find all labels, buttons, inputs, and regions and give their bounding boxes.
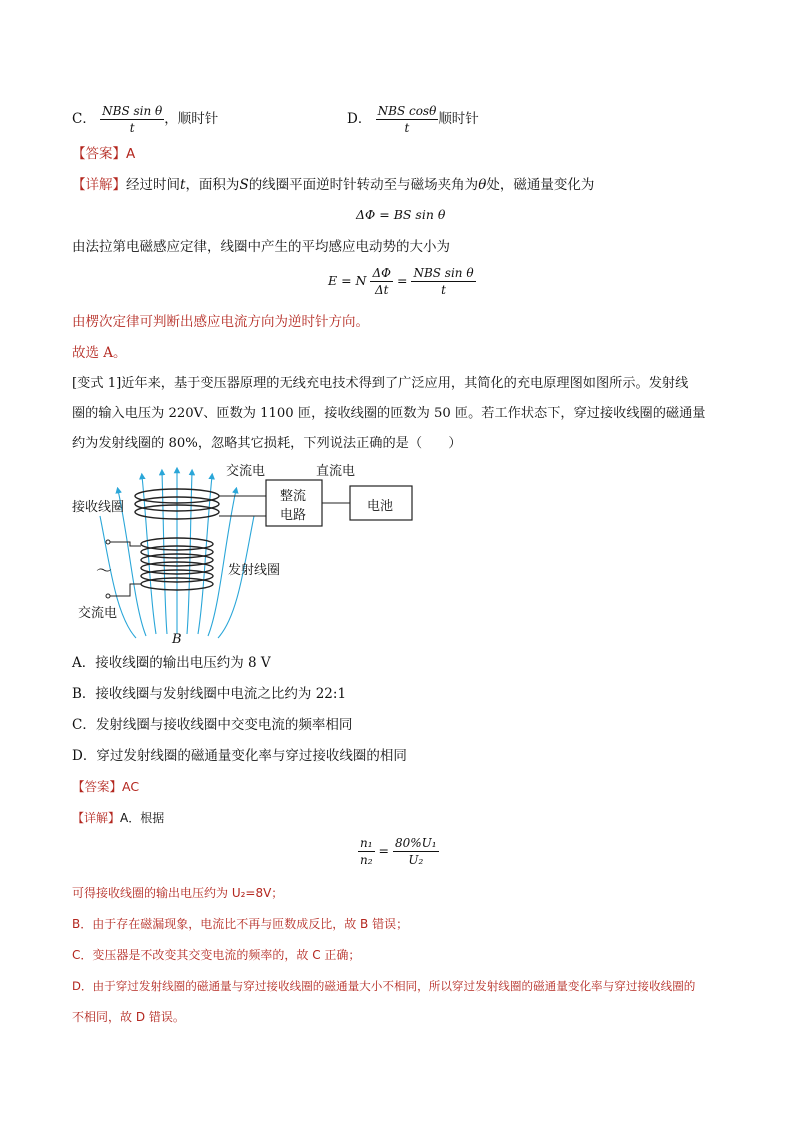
equation-emf: [328, 266, 476, 297]
choice-c: C．发射线圈与接收线圈中交变电流的频率相同: [72, 717, 353, 733]
label-ac-top: 交流电: [226, 464, 266, 479]
detail-1-line-2: 由法拉第电磁感应定律，线圈中产生的平均感应电动势的大小为: [72, 239, 450, 255]
detail-2-line-1: 可得接收线圈的输出电压约为 U₂=8V；: [72, 886, 284, 900]
charging-diagram: [70, 456, 430, 652]
detail-2-line-2: B．由于存在磁漏现象，电流比不再与匝数成反比，故 B 错误；: [72, 917, 409, 931]
receiver-leads: [219, 496, 266, 516]
emf-f1-num: ΔΦ: [372, 266, 391, 280]
option-d: [347, 104, 479, 135]
label-receiver: 接收线圈: [72, 500, 125, 515]
detail-1-line-4: 故选 A。: [72, 345, 127, 361]
emf-f2-den: t: [441, 283, 446, 297]
detail-1-text-d: 处，磁通量变化为: [486, 177, 595, 193]
detail-2-line-4: D．由于穿过发射线圈的磁通量与穿过接收线圈的磁通量大小不相同，所以穿过发射线圈的磁通量变化率与穿过接收线圈的: [72, 979, 696, 993]
detail-1-tag: 【详解】: [72, 177, 126, 193]
option-c-numerator: NBS sin θ: [102, 104, 163, 118]
choice-b: B．接收线圈与发射线圈中电流之比约为 22:1: [72, 686, 347, 702]
option-c-label: C．: [72, 111, 96, 127]
label-transmitter: 发射线圈: [228, 563, 281, 578]
option-c-fraction: [100, 104, 164, 135]
label-battery: 电池: [367, 499, 394, 514]
detail-2-intro-text: A．根据: [120, 811, 165, 825]
label-rectifier-1: 整流: [280, 489, 307, 504]
detail-1-var-theta: θ: [478, 177, 487, 193]
voltage-den: U₂: [408, 853, 424, 867]
question-2-line-2: 圈的输入电压为 220V、匝数为 1100 匝，接收线圈的匝数为 50 匝。若工作状态下，穿过接收线圈的磁通量: [72, 406, 706, 421]
emf-f1-den: Δt: [374, 283, 389, 297]
option-d-label: D．: [347, 111, 372, 127]
detail-1-text-c: 的线圈平面逆时针转动至与磁场夹角为: [248, 177, 479, 193]
answer-2-tag: 【答案】: [72, 779, 123, 794]
label-tilde: ～: [96, 561, 113, 580]
option-c-suffix: ，顺时针: [164, 111, 219, 127]
terminal-top: [106, 540, 110, 544]
emf-equals: =: [396, 273, 408, 288]
label-dc: 直流电: [316, 464, 356, 479]
detail-1-text-b: ，面积为: [185, 177, 240, 193]
detail-2-line-3: C．变压器是不改变其交变电流的频率的，故 C 正确；: [72, 948, 361, 962]
detail-1-line-1: [72, 173, 732, 197]
choice-d: D．穿过发射线圈的磁通量变化率与穿过接收线圈的相同: [72, 748, 407, 764]
label-rectifier-2: 电路: [280, 508, 307, 523]
voltage-num: 80%U₁: [395, 836, 437, 850]
terminal-bottom: [106, 594, 110, 598]
answer-1-value: A: [126, 146, 136, 162]
detail-2-intro: [72, 806, 732, 830]
detail-1-var-s: S: [239, 177, 249, 193]
detail-1-line-3: 由楞次定律可判断出感应电流方向为逆时针方向。: [72, 314, 369, 330]
option-d-fraction: [376, 104, 439, 135]
emf-f2-num: NBS sin θ: [413, 266, 474, 280]
emf-fraction-2: [411, 266, 475, 297]
option-d-denominator: t: [404, 121, 410, 135]
detail-2-tag: 【详解】: [72, 811, 121, 825]
equation-flux: ΔΦ = BS sin θ: [356, 207, 446, 222]
option-d-numerator: NBS cosθ: [377, 104, 437, 118]
turns-fraction: [358, 836, 375, 867]
detail-1-text-a: 经过时间: [126, 177, 180, 193]
answer-2: [72, 775, 732, 799]
answer-1: [72, 142, 732, 166]
voltage-fraction: [393, 836, 439, 867]
equation-turns: [358, 836, 439, 867]
detail-1-var-t: t: [180, 177, 186, 193]
label-ac-bottom: 交流电: [78, 606, 118, 621]
detail-2-line-5: 不相同，故 D 错误。: [72, 1010, 185, 1024]
option-c: [72, 104, 218, 135]
turns-n2: n₂: [360, 853, 373, 867]
question-2-line-1: [变式 1]近年来，基于变压器原理的无线充电技术得到了广泛应用，其简化的充电原理图如图所示。发射线: [72, 376, 689, 391]
answer-1-tag: 【答案】: [72, 146, 126, 162]
option-c-denominator: t: [129, 121, 135, 135]
option-d-suffix: 顺时针: [438, 111, 479, 127]
choice-a: A．接收线圈的输出电压约为 8 V: [72, 655, 271, 671]
emf-fraction-1: [370, 266, 393, 297]
charging-diagram-svg: [70, 456, 430, 652]
turns-n1: n₁: [360, 836, 373, 850]
turns-equals: =: [378, 843, 390, 858]
answer-2-value: AC: [122, 779, 140, 794]
question-2-line-3: 约为发射线圈的 80%，忽略其它损耗，下列说法正确的是（ ）: [72, 436, 462, 451]
label-b: B: [172, 632, 182, 647]
emf-left: E = N: [328, 273, 367, 288]
